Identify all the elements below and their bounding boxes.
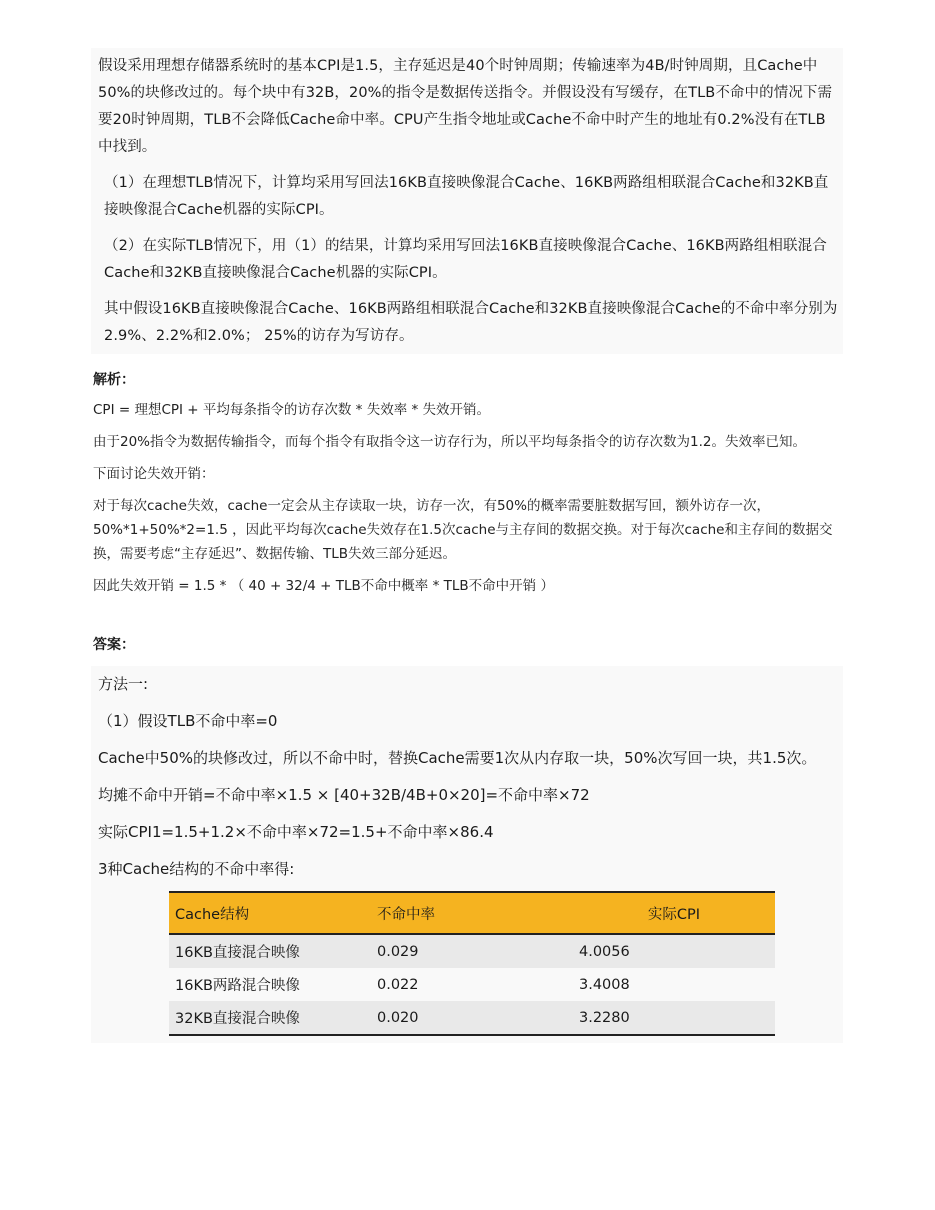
analysis-section xyxy=(93,368,838,606)
table-header-cell: 实际CPI xyxy=(573,892,775,934)
table-header-cell: Cache结构 xyxy=(169,892,371,934)
table-cell: 3.4008 xyxy=(579,976,630,993)
answer-line: 3种Cache结构的不命中率得: xyxy=(98,860,295,878)
table-cell: 16KB直接混合映像 xyxy=(169,934,371,968)
answer-line: Cache中50%的块修改过，所以不命中时，替换Cache需要1次从内存取一块，50%次写回一块，共1.5次。 xyxy=(98,749,817,767)
table-row xyxy=(169,1001,775,1035)
analysis-line: 对于每次cache失效，cache一定会从主存读取一块，访存一次，有50%的概率需要脏数据写回，额外访存一次，50%*1+50%*2=1.5 ，因此平均每次cache失效存在1.5次cache与主存间的数据交换。对于每次cache和主存间的数据交换，需要考虑“主存延迟”、数据传输、TLB失效三部分延迟。 xyxy=(93,498,833,562)
question-intro: 假设采用理想存储器系统时的基本CPI是1.5，主存延迟是40个时钟周期；传输速率为4B/时钟周期，且Cache中50%的块修改过的。每个块中有32B，20%的指令是数据传送指令。并假设没有写缓存，在TLB不命中的情况下需要20时钟周期，TLB不会降低Cache命中率。CPU产生指令地址或Cache不命中时产生的地址有0.2%没有在TLB中找到。 xyxy=(98,58,833,155)
table-row xyxy=(169,934,775,968)
table-cell: 0.020 xyxy=(371,1001,573,1035)
table-header-cell: 不命中率 xyxy=(371,892,573,934)
table-cell: 4.0056 xyxy=(573,934,775,968)
results-table xyxy=(169,891,775,1036)
answer-heading: 答案： xyxy=(93,637,135,653)
analysis-heading: 解析： xyxy=(93,372,135,388)
table-row xyxy=(169,968,775,1001)
answer-line: 方法一: xyxy=(98,675,149,693)
answer-block xyxy=(91,666,843,1043)
table-cell: 16KB两路混合映像 xyxy=(175,978,300,994)
answer-line: 均摊不命中开销=不命中率×1.5 × [40+32B/4B+0×20]=不命中率×72 xyxy=(98,786,590,804)
analysis-line: 因此失效开销 = 1.5 * （ 40 + 32/4 + TLB不命中概率 * TLB不命中开销 ） xyxy=(93,578,554,594)
question-part-1: （1）在理想TLB情况下，计算均采用写回法16KB直接映像混合Cache、16KB两路组相联混合Cache和32KB直接映像混合Cache机器的实际CPI。 xyxy=(104,175,829,218)
answer-line: （1）假设TLB不命中率=0 xyxy=(98,712,278,730)
answer-line: 实际CPI1=1.5+1.2×不命中率×72=1.5+不命中率×86.4 xyxy=(98,823,494,841)
table-header-row xyxy=(169,892,775,934)
question-part-3: 其中假设16KB直接映像混合Cache、16KB两路组相联混合Cache和32KB直接映像混合Cache的不命中率分别为2.9%、2.2%和2.0%； 25%的访存为写访存。 xyxy=(104,301,838,344)
table-cell: 0.029 xyxy=(371,934,573,968)
question-part-2: （2）在实际TLB情况下，用（1）的结果，计算均采用写回法16KB直接映像混合Cache、16KB两路组相联混合Cache和32KB直接映像混合Cache机器的实际CPI。 xyxy=(104,238,827,281)
analysis-line: 下面讨论失效开销： xyxy=(93,466,215,482)
question-block xyxy=(91,48,843,354)
table-cell: 0.022 xyxy=(377,976,419,993)
analysis-line: 由于20%指令为数据传输指令，而每个指令有取指令这一访存行为，所以平均每条指令的访存次数为1.2。失效率已知。 xyxy=(93,434,806,450)
analysis-line: CPI = 理想CPI + 平均每条指令的访存次数 * 失效率 * 失效开销。 xyxy=(93,402,491,418)
table-cell: 3.2280 xyxy=(573,1001,775,1035)
table-cell: 32KB直接混合映像 xyxy=(169,1001,371,1035)
